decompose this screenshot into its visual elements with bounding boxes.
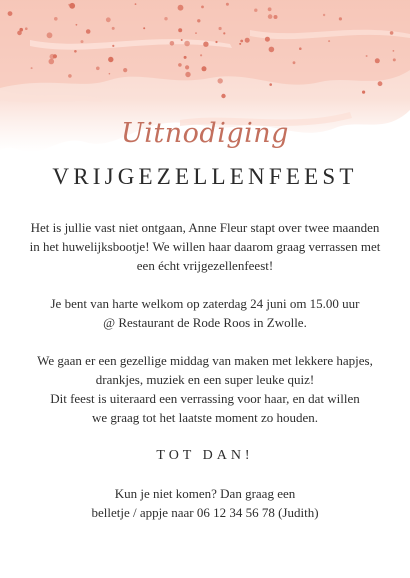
text-line: in het huwelijksbootje! We willen haar daarom graag verrassen met <box>29 239 381 254</box>
confetti-dot <box>68 74 72 78</box>
confetti-dot <box>76 24 78 26</box>
confetti-dot <box>223 32 225 34</box>
confetti-dot <box>200 54 202 56</box>
confetti-dot <box>54 17 58 21</box>
confetti-dot <box>339 17 342 20</box>
confetti-dot <box>328 40 330 42</box>
confetti-dot <box>195 32 197 34</box>
text-line: Het is jullie vast niet ontgaan, Anne Fleur stapt over twee maanden <box>30 220 380 235</box>
confetti-dot <box>96 67 100 71</box>
confetti-dot <box>254 9 257 12</box>
confetti-dot <box>181 39 183 41</box>
confetti-dot <box>215 41 217 43</box>
paragraph-contact <box>20 484 390 522</box>
confetti-dot <box>109 73 111 75</box>
confetti-dot <box>74 50 77 53</box>
confetti-dot <box>68 4 70 6</box>
confetti-dot <box>178 5 184 11</box>
confetti-dot <box>201 6 204 9</box>
confetti-dot <box>299 47 302 50</box>
confetti-dot <box>239 43 241 45</box>
confetti-dot <box>19 28 23 32</box>
confetti-dot <box>185 65 189 69</box>
watercolor-confetti-header <box>0 0 410 190</box>
confetti-dot <box>123 68 127 72</box>
confetti-dot <box>135 3 137 5</box>
confetti-dot <box>221 94 225 98</box>
confetti-dot <box>323 14 325 16</box>
confetti-dot <box>390 31 394 35</box>
text-line: We gaan er een gezellige middag van maken met lekkere hapjes, <box>37 353 373 368</box>
confetti-dot <box>69 3 75 9</box>
text-line: Dit feest is uiteraard een verrassing voor haar, en dat willen <box>50 391 360 406</box>
text-line: Kun je niet komen? Dan graag een <box>114 486 296 501</box>
text-line: drankjes, muziek en een super leuke quiz! <box>95 372 315 387</box>
closing-tot-dan: TOT DAN! <box>156 448 254 463</box>
confetti-dot <box>53 54 57 58</box>
invitation-body <box>20 218 390 541</box>
confetti-dot <box>219 27 222 30</box>
confetti-dot <box>274 15 278 19</box>
confetti-dot <box>25 27 28 30</box>
confetti-dot <box>202 66 207 71</box>
confetti-dot <box>269 83 272 86</box>
text-line: Je bent van harte welkom op zaterdag 24 juni om 15.00 uur <box>50 296 360 311</box>
confetti-dot <box>218 78 223 83</box>
confetti-dot <box>178 63 182 67</box>
confetti-dot <box>164 17 167 20</box>
confetti-dot <box>197 19 200 22</box>
confetti-dot <box>106 17 111 22</box>
heading-vrijgezellenfeest: VRIJGEZELLENFEEST <box>52 164 358 189</box>
confetti-dot <box>375 58 380 63</box>
confetti-dot <box>393 50 395 52</box>
confetti-dot <box>185 72 190 77</box>
confetti-dot <box>49 59 55 65</box>
confetti-dot <box>170 41 175 46</box>
confetti-dot <box>203 42 208 47</box>
confetti-dot <box>362 91 365 94</box>
confetti-dot <box>178 28 182 32</box>
confetti-dot <box>268 14 273 19</box>
confetti-dot <box>8 11 13 16</box>
confetti-dot <box>184 41 190 47</box>
confetti-dot <box>226 3 229 6</box>
confetti-dot <box>112 45 114 47</box>
confetti-dot <box>47 32 53 38</box>
paragraph-when-where <box>20 294 390 332</box>
text-line: we graag tot het laatste moment zo houden. <box>92 410 318 425</box>
confetti-dot <box>269 47 275 53</box>
confetti-dot <box>265 37 270 42</box>
confetti-dot <box>378 81 383 86</box>
heading-uitnodiging: Uitnodiging <box>121 118 289 149</box>
confetti-dot <box>184 56 187 59</box>
paragraph-intro <box>20 218 390 275</box>
text-line: belletje / appje naar 06 12 34 56 78 (Judith) <box>91 505 319 520</box>
paragraph-program <box>20 351 390 427</box>
confetti-dot <box>268 7 272 11</box>
confetti-dot <box>240 40 243 43</box>
confetti-dot <box>108 57 113 62</box>
text-line: @ Restaurant de Rode Roos in Zwolle. <box>103 315 307 330</box>
confetti-dot <box>245 38 250 43</box>
confetti-dot <box>112 27 115 30</box>
confetti-dot <box>143 27 145 29</box>
confetti-dot <box>393 58 396 61</box>
confetti-dot <box>293 61 296 64</box>
confetti-dot <box>86 29 91 34</box>
confetti-dot <box>81 40 84 43</box>
confetti-dot <box>366 55 368 57</box>
text-line: een écht vrijgezellenfeest! <box>136 258 274 273</box>
confetti-dot <box>31 67 33 69</box>
